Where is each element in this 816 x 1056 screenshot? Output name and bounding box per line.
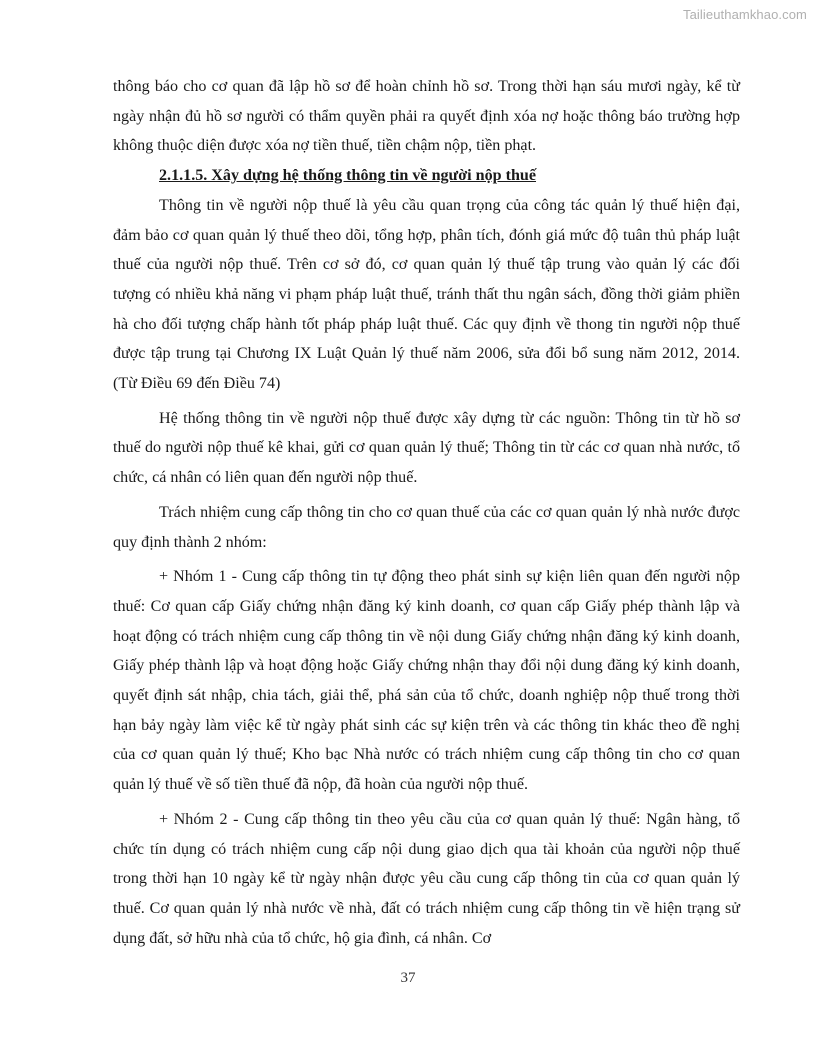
paragraph-continuation: thông báo cho cơ quan đã lập hồ sơ để hoàn chỉnh hồ sơ. Trong thời hạn sáu mươi ngày, kể từ ngày nhận đủ hồ sơ người có thẩm quyền phải ra quyết định xóa nợ hoặc thông báo trường hợp không thuộc diện được xóa nợ tiền thuế, tiền chậm nộp, tiền phạt. <box>113 78 740 155</box>
paragraph-3: Trách nhiệm cung cấp thông tin cho cơ quan thuế của các cơ quan quản lý nhà nước được quy định thành 2 nhóm: <box>113 503 740 551</box>
paragraph-group-2: + Nhóm 2 - Cung cấp thông tin theo yêu cầu của cơ quan quản lý thuế: Ngân hàng, tổ chức tín dụng có trách nhiệm cung cấp nội dung giao dịch qua tài khoản của người nộp thuế trong thời hạn 10 ngày kể từ ngày nhận được yêu cầu cung cấp thông tin của cơ quan quản lý thuế. Cơ quan quản lý nhà nước về nhà, đất có trách nhiệm cung cấp thông tin về hiện trạng sử dụng đất, sở hữu nhà của tổ chức, hộ gia đình, cá nhân. Cơ <box>113 810 740 947</box>
paragraph-1: Thông tin về người nộp thuế là yêu cầu quan trọng của công tác quản lý thuế hiện đại, đảm bảo cơ quan quản lý thuế theo dõi, tổng hợp, phân tích, đónh giá mức độ tuân thủ pháp luật thuế của người nộp thuế. Trên cơ sở đó, cơ quan quản lý thuế tập trung vào quản lý các đối tượng có nhiều khả năng vi phạm pháp luật thuế, tránh thất thu ngân sách, đồng thời giảm phiền hà cho đối tượng chấp hành tốt pháp pháp luật thuế. Các quy định về thong tin người nộp thuế được tập trung tại Chương IX Luật Quản lý thuế năm 2006, sửa đổi bổ sung năm 2012, 2014. (Từ Điều 69 đến Điều 74) <box>113 196 740 393</box>
page-number: 37 <box>400 970 416 986</box>
paragraph-group-1: + Nhóm 1 - Cung cấp thông tin tự động theo phát sinh sự kiện liên quan đến người nộp thuế: Cơ quan cấp Giấy chứng nhận đăng ký kinh doanh, cơ quan cấp Giấy phép thành lập và hoạt động có trách nhiệm cung cấp thông tin về nội dung Giấy chứng nhận đăng ký kinh doanh, Giấy phép thành lập và hoạt động hoặc Giấy chứng nhận thay đổi nội dung đăng ký kinh doanh, quyết định sát nhập, chia tách, giải thể, phá sản của tổ chức, doanh nghiệp nộp thuế trong thời hạn bảy ngày làm việc kể từ ngày phát sinh các sự kiện trên và các thông tin khác theo đề nghị của cơ quan quản lý thuế; Kho bạc Nhà nước có trách nhiệm cung cấp thông tin cho cơ quan quản lý thuế về số tiền thuế đã nộp, đã hoàn của người nộp thuế. <box>113 568 740 794</box>
section-heading: 2.1.1.5. Xây dựng hệ thống thông tin về người nộp thuế <box>159 167 537 185</box>
watermark-text: Tailieuthamkhao.com <box>682 7 807 22</box>
document-body <box>113 72 740 953</box>
paragraph-2: Hệ thống thông tin về người nộp thuế được xây dựng từ các nguồn: Thông tin từ hồ sơ thuế do người nộp thuế kê khai, gửi cơ quan quản lý thuế; Thông tin từ các cơ quan nhà nước, tổ chức, cá nhân có liên quan đến người nộp thuế. <box>113 409 740 487</box>
